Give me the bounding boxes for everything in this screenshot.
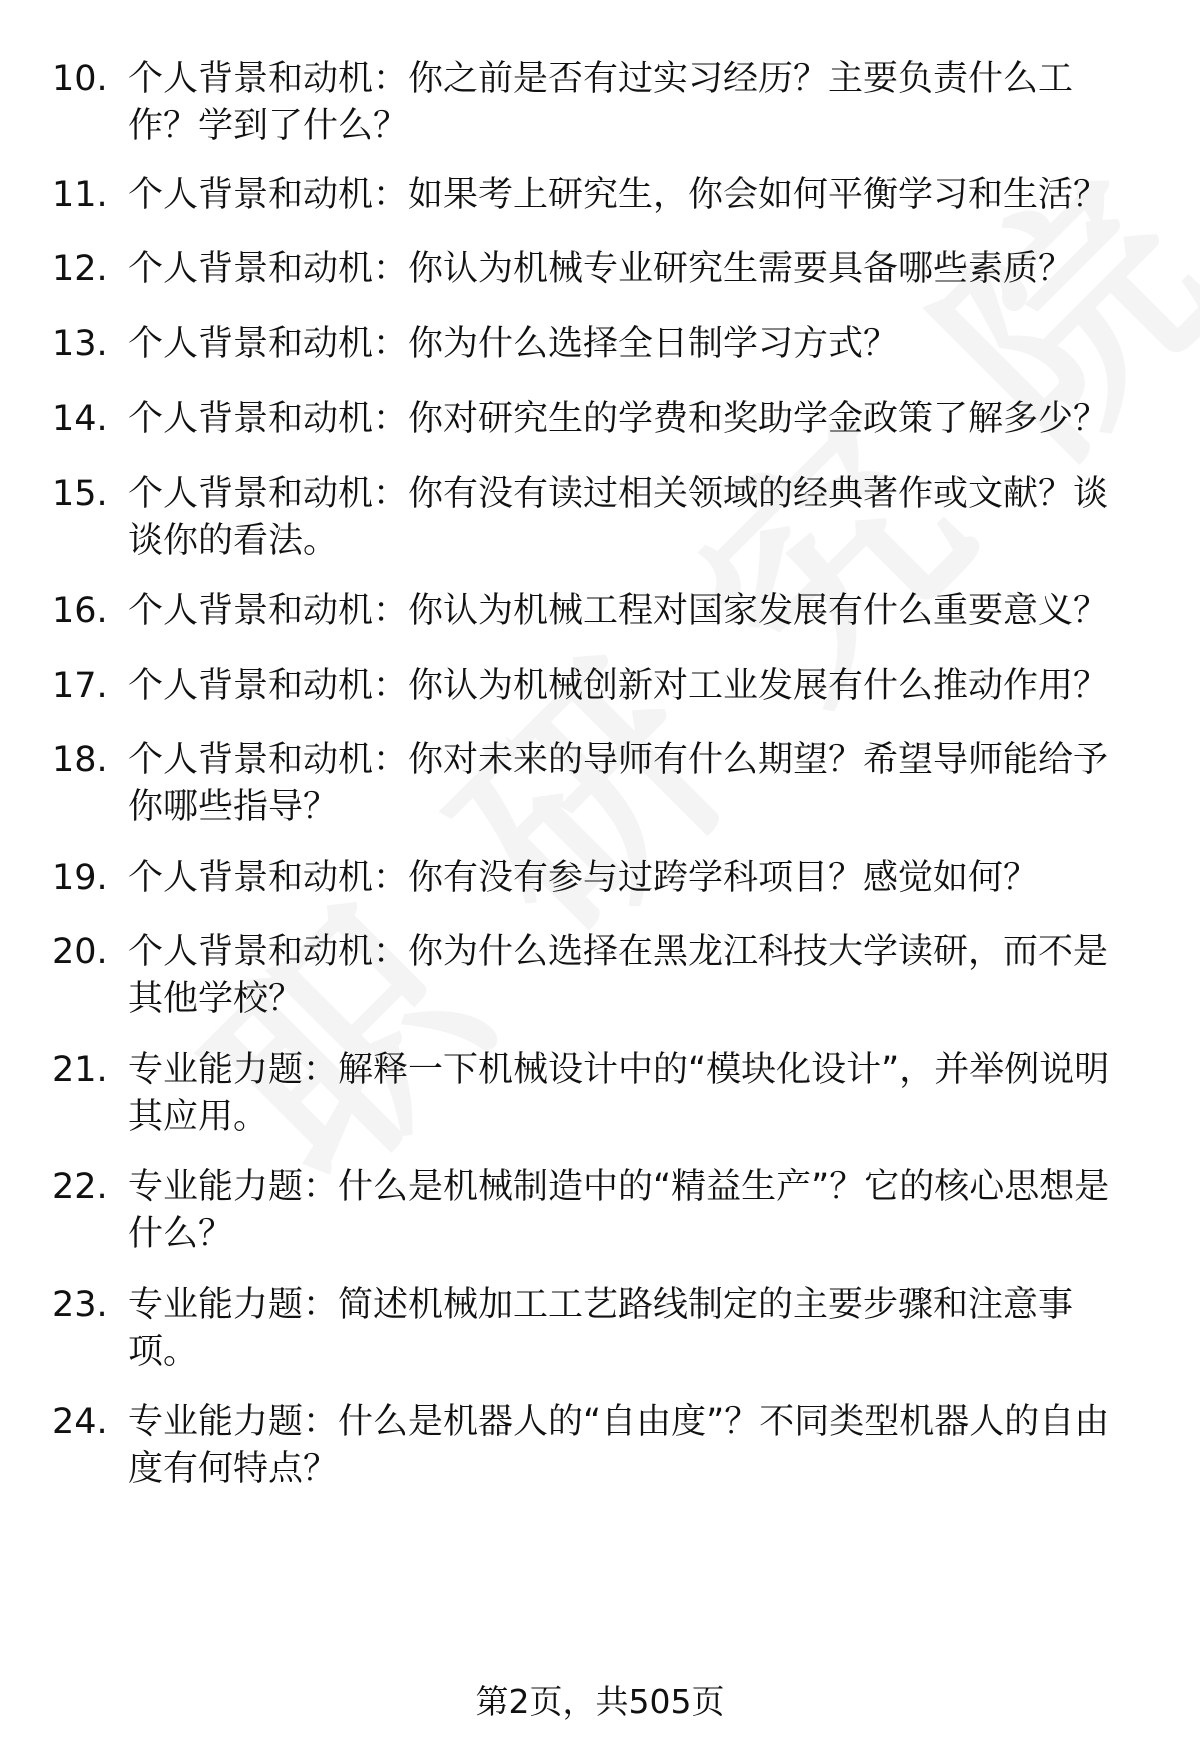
question-text: 个人背景和动机：你对未来的导师有什么期望？希望导师能给予你哪些指导？ — [128, 740, 1109, 827]
question-text: 个人背景和动机：你有没有参与过跨学科项目？感觉如何？ — [128, 858, 1039, 898]
question-text: 专业能力题：什么是机器人的“自由度”？不同类型机器人的自由度有何特点？ — [128, 1402, 1110, 1489]
question-text: 个人背景和动机：你之前是否有过实习经历？主要负责什么工作？学到了什么？ — [128, 59, 1074, 146]
question-number: 18. — [52, 740, 108, 780]
question-text: 个人背景和动机：如果考上研究生，你会如何平衡学习和生活？ — [128, 175, 1109, 215]
question-number: 16. — [52, 591, 108, 631]
question-number: 20. — [52, 932, 108, 972]
question-text: 个人背景和动机：你有没有读过相关领域的经典著作或文献？谈谈你的看法。 — [128, 474, 1109, 561]
question-number: 14. — [52, 399, 108, 439]
question-number: 11. — [52, 175, 108, 215]
page-footer: 第2页，共505页 — [475, 1682, 725, 1721]
question-number: 10. — [52, 59, 108, 99]
question-text: 个人背景和动机：你为什么选择全日制学习方式？ — [128, 324, 899, 364]
question-text: 个人背景和动机：你认为机械工程对国家发展有什么重要意义？ — [128, 591, 1109, 631]
question-number: 19. — [52, 858, 108, 898]
question-text: 个人背景和动机：你为什么选择在黑龙江科技大学读研，而不是其他学校？ — [128, 932, 1109, 1019]
question-number: 13. — [52, 324, 108, 364]
question-text: 专业能力题：解释一下机械设计中的“模块化设计”，并举例说明其应用。 — [128, 1050, 1110, 1137]
question-number: 12. — [52, 249, 108, 289]
question-number: 24. — [52, 1402, 108, 1442]
question-text: 个人背景和动机：你对研究生的学费和奖助学金政策了解多少？ — [128, 399, 1109, 439]
question-text: 个人背景和动机：你认为机械专业研究生需要具备哪些素质？ — [128, 249, 1074, 289]
question-text: 专业能力题：简述机械加工工艺路线制定的主要步骤和注意事项。 — [128, 1285, 1074, 1372]
question-number: 21. — [52, 1050, 108, 1090]
question-number: 23. — [52, 1285, 108, 1325]
question-text: 专业能力题：什么是机械制造中的“精益生产”？它的核心思想是什么？ — [128, 1167, 1110, 1254]
question-number: 15. — [52, 474, 108, 514]
question-text: 个人背景和动机：你认为机械创新对工业发展有什么推动作用？ — [128, 666, 1109, 706]
question-number: 17. — [52, 666, 108, 706]
question-number: 22. — [52, 1167, 108, 1207]
